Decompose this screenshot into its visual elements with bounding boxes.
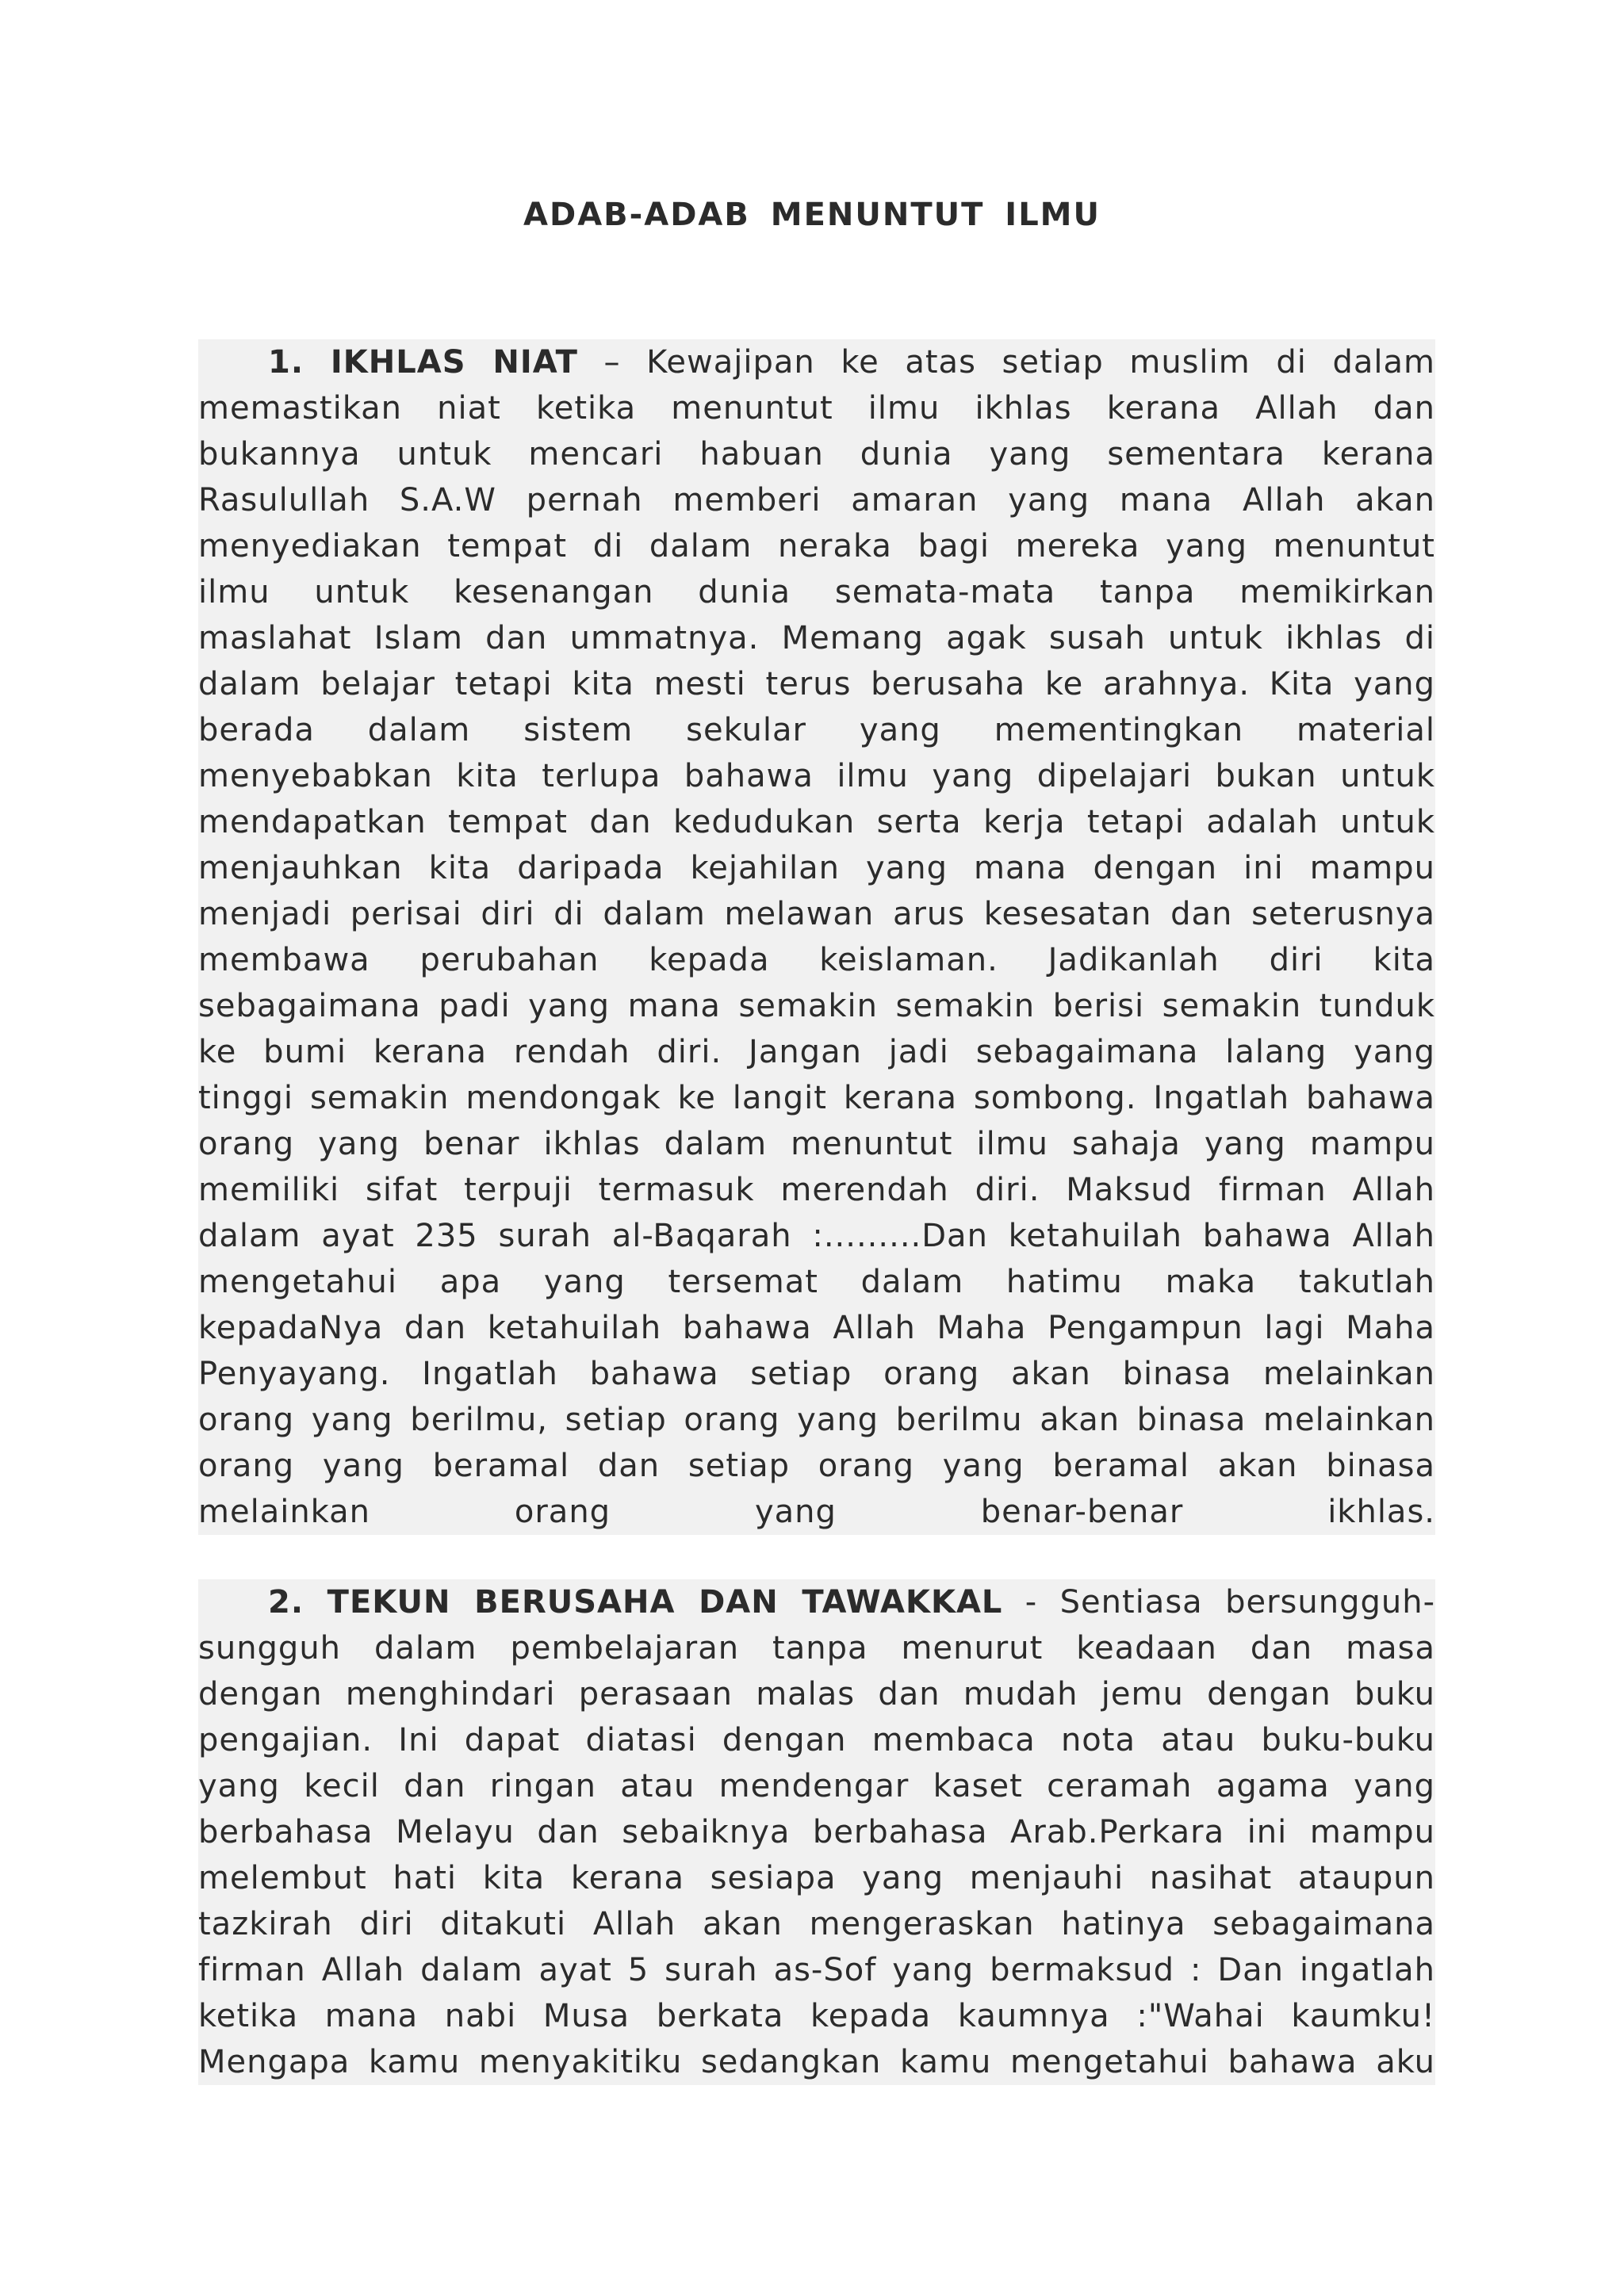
- text-line: orang yang beramal dan setiap orang yang beramal akan binasa: [198, 1443, 1435, 1489]
- text-line: Penyayang. Ingatlah bahawa setiap orang akan binasa melainkan: [198, 1351, 1435, 1397]
- text-line: kepadaNya dan ketahuilah bahawa Allah Maha Pengampun lagi Maha: [198, 1305, 1435, 1351]
- text-line: yang kecil dan ringan atau mendengar kaset ceramah agama yang: [198, 1763, 1435, 1809]
- text-line: sungguh dalam pembelajaran tanpa menurut keadaan dan masa: [198, 1625, 1435, 1671]
- text-line: mendapatkan tempat dan kedudukan serta kerja tetapi adalah untuk: [198, 799, 1435, 845]
- text-line: tinggi semakin mendongak ke langit kerana sombong. Ingatlah bahawa: [198, 1075, 1435, 1121]
- section-first-line: [198, 1579, 1435, 1625]
- text-line: bukannya untuk mencari habuan dunia yang sementara kerana: [198, 431, 1435, 477]
- text-line: berbahasa Melayu dan sebaiknya berbahasa Arab.Perkara ini mampu: [198, 1809, 1435, 1855]
- text-line: ke bumi kerana rendah diri. Jangan jadi sebagaimana lalang yang: [198, 1029, 1435, 1075]
- section-body: [198, 385, 1435, 1535]
- text-line: dalam ayat 235 surah al-Baqarah :.........Dan ketahuilah bahawa Allah: [198, 1213, 1435, 1259]
- text-line: membawa perubahan kepada keislaman. Jadikanlah diri kita: [198, 937, 1435, 983]
- text-line: Rasulullah S.A.W pernah memberi amaran yang mana Allah akan: [198, 477, 1435, 523]
- document-title: ADAB-ADAB MENUNTUT ILMU: [523, 197, 1101, 233]
- text-line: melembut hati kita kerana sesiapa yang menjauhi nasihat ataupun: [198, 1855, 1435, 1901]
- text-line: dengan menghindari perasaan malas dan mudah jemu dengan buku: [198, 1671, 1435, 1717]
- text-line: tazkirah diri ditakuti Allah akan mengeraskan hatinya sebagaimana: [198, 1901, 1435, 1947]
- section-heading: 1. IKHLAS NIAT: [268, 344, 578, 381]
- text-line: mengetahui apa yang tersemat dalam hatimu maka takutlah: [198, 1259, 1435, 1305]
- text-line: berada dalam sistem sekular yang mementingkan material: [198, 707, 1435, 753]
- text-line: dalam belajar tetapi kita mesti terus berusaha ke arahnya. Kita yang: [198, 661, 1435, 707]
- text-line: menjauhkan kita daripada kejahilan yang mana dengan ini mampu: [198, 845, 1435, 891]
- text-line: ketika mana nabi Musa berkata kepada kaumnya :"Wahai kaumku!: [198, 1993, 1435, 2039]
- text-line: menjadi perisai diri di dalam melawan arus kesesatan dan seterusnya: [198, 891, 1435, 937]
- text-line: ilmu untuk kesenangan dunia semata-mata tanpa memikirkan: [198, 569, 1435, 615]
- text-line: menyebabkan kita terlupa bahawa ilmu yang dipelajari bukan untuk: [198, 753, 1435, 799]
- text-line: pengajian. Ini dapat diatasi dengan membaca nota atau buku-buku: [198, 1717, 1435, 1763]
- text-line: orang yang berilmu, setiap orang yang berilmu akan binasa melainkan: [198, 1397, 1435, 1443]
- section-body: [198, 1625, 1435, 2085]
- section-tekun-berusaha: [198, 1579, 1435, 2085]
- section-lead-text: - Sentiasa bersungguh-: [1002, 1584, 1435, 1621]
- text-line: maslahat Islam dan ummatnya. Memang agak susah untuk ikhlas di: [198, 615, 1435, 661]
- text-line: firman Allah dalam ayat 5 surah as-Sof yang bermaksud : Dan ingatlah: [198, 1947, 1435, 1993]
- section-lead-text: – Kewajipan ke atas setiap muslim di dalam: [577, 344, 1435, 381]
- section-ikhlas-niat: [198, 339, 1435, 1535]
- section-first-line: [198, 339, 1435, 385]
- text-line: Mengapa kamu menyakitiku sedangkan kamu mengetahui bahawa aku: [198, 2039, 1435, 2085]
- text-line: melainkan orang yang benar-benar ikhlas.: [198, 1489, 1435, 1535]
- text-line: memiliki sifat terpuji termasuk merendah diri. Maksud firman Allah: [198, 1167, 1435, 1213]
- section-heading: 2. TEKUN BERUSAHA DAN TAWAKKAL: [268, 1584, 1003, 1621]
- text-line: orang yang benar ikhlas dalam menuntut ilmu sahaja yang mampu: [198, 1121, 1435, 1167]
- text-line: memastikan niat ketika menuntut ilmu ikhlas kerana Allah dan: [198, 385, 1435, 431]
- text-line: sebagaimana padi yang mana semakin semakin berisi semakin tunduk: [198, 983, 1435, 1029]
- text-line: menyediakan tempat di dalam neraka bagi mereka yang menuntut: [198, 523, 1435, 569]
